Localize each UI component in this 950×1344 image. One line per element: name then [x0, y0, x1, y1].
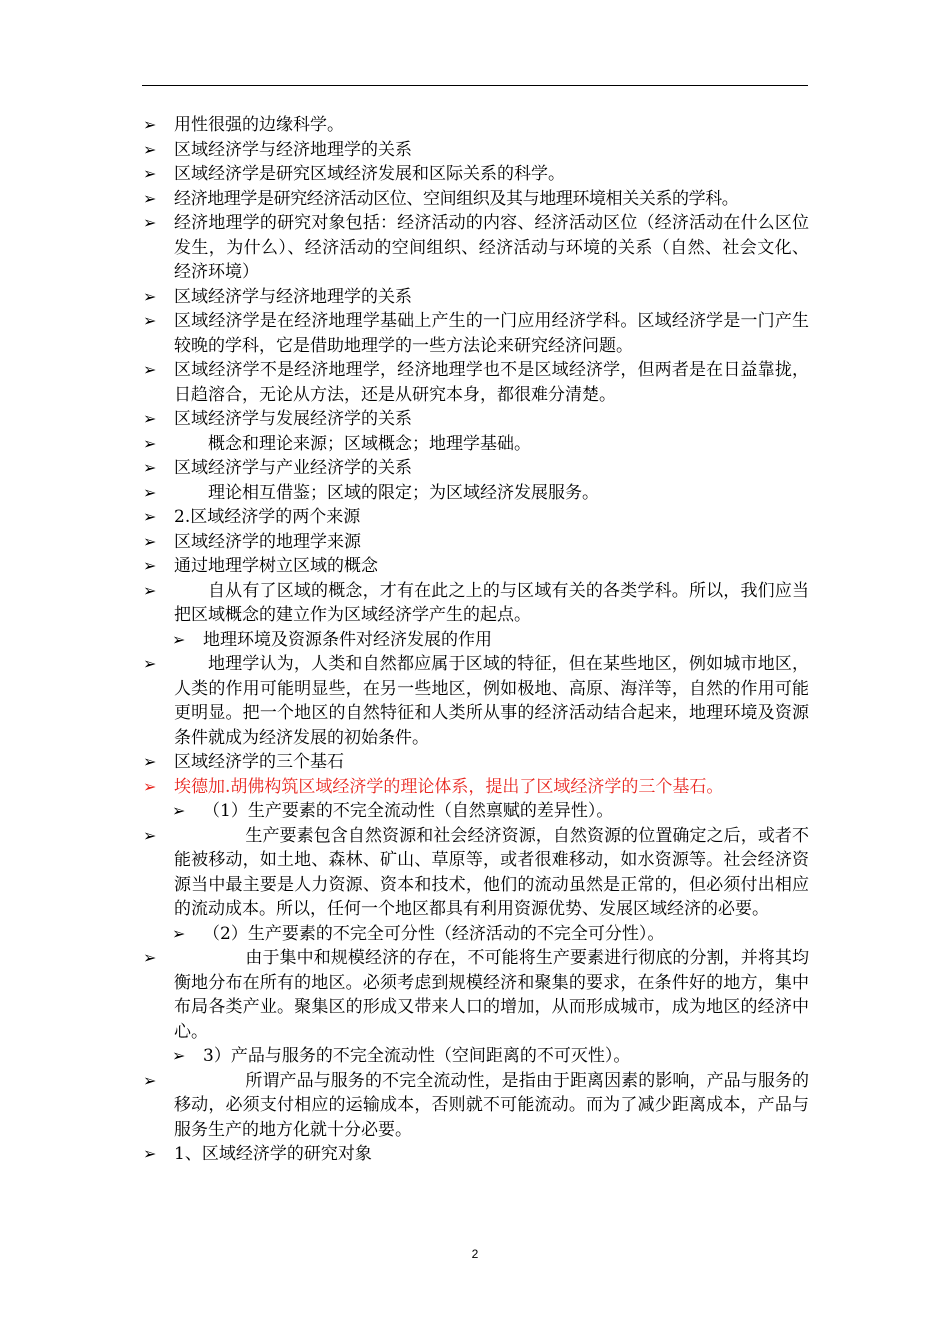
bullet-arrow-icon: ➢: [143, 556, 157, 575]
list-item: ➢ 区域经济学不是经济地理学，经济地理学也不是区域经济学，但两者是在日益靠拢，日趋溶合，无论从方法，还是从研究本身，都很难分清楚。: [143, 360, 809, 405]
bullet-arrow-icon: ➢: [143, 825, 157, 845]
bullet-arrow-icon: ➢: [143, 286, 157, 306]
bullet-arrow-icon: ➢: [143, 311, 157, 330]
bullet-arrow-icon: ➢: [172, 801, 186, 820]
list-item: ➢ 2.区域经济学的两个来源: [143, 505, 809, 530]
list-item: ➢ 概念和理论来源；区域概念；地理学基础。: [143, 432, 809, 457]
list-item: ➢ 区域经济学是在经济地理学基础上产生的一门应用经济学科。区域经济学是一门产生较晚的学科，它是借助地理学的一些方法论来研究经济问题。: [143, 311, 809, 356]
list-item: ➢ 所谓产品与服务的不完全流动性，是指由于距离因素的影响，产品与服务的移动，必须支付相应的运输成本，否则就不可能流动。而为了减少距离成本，产品与服务生产的地方化就十分必要。: [143, 1070, 809, 1140]
bullet-arrow-icon: ➢: [143, 188, 157, 208]
bullet-arrow-icon: ➢: [172, 1046, 186, 1065]
bullet-arrow-icon: ➢: [143, 580, 157, 600]
list-item: ➢ 地理学认为，人类和自然都应属于区域的特征，但在某些地区，例如城市地区，人类的作用可能明显些，在另一些地区，例如极地、高原、海洋等，自然的作用可能更明显。把一个地区的自然特征和人类所从事的经济活动结合起来，地理环境及资源条件就成为经济发展的初始条件。: [143, 654, 809, 748]
list-item: ➢ 地理环境及资源条件对经济发展的作用: [172, 628, 809, 653]
list-item: ➢ 1、区域经济学的研究对象: [143, 1142, 809, 1167]
bullet-arrow-icon: ➢: [143, 948, 157, 967]
header-rule: [142, 85, 808, 86]
bullet-arrow-icon: ➢: [143, 458, 157, 477]
bullet-arrow-icon: ➢: [143, 752, 157, 771]
bullet-arrow-icon: ➢: [143, 654, 157, 673]
list-item: ➢ 理论相互借鉴；区域的限定；为区域经济发展服务。: [143, 481, 809, 506]
list-item: ➢ 3）产品与服务的不完全流动性（空间距离的不可灭性）。: [172, 1044, 809, 1069]
bullet-arrow-icon: ➢: [143, 433, 157, 453]
list-item-highlight: ➢ 埃德加.胡佛构筑区域经济学的理论体系，提出了区域经济学的三个基石。: [143, 775, 809, 800]
list-item: ➢ 区域经济学与经济地理学的关系: [143, 285, 809, 310]
page-number: 2: [471, 1247, 479, 1261]
bullet-arrow-icon: ➢: [143, 115, 157, 134]
list-item: ➢ 经济地理学的研究对象包括：经济活动的内容、经济活动区位（经济活动在什么区位发生，为什么）、经济活动的空间组织、经济活动与环境的关系（自然、社会文化、经济环境）: [143, 213, 809, 282]
bullet-arrow-icon: ➢: [143, 482, 157, 502]
list-item: ➢ 通过地理学树立区域的概念: [143, 554, 809, 579]
list-item: ➢ 区域经济学与经济地理学的关系: [143, 138, 809, 163]
bullet-arrow-icon: ➢: [172, 629, 186, 649]
list-item: ➢ 区域经济学是研究区域经济发展和区际关系的科学。: [143, 162, 809, 187]
bullet-arrow-icon: ➢: [143, 213, 157, 232]
list-item: ➢ 区域经济学的三个基石: [143, 750, 809, 775]
list-item: ➢ 生产要素包含自然资源和社会经济资源，自然资源的位置确定之后，或者不能被移动，如土地、森林、矿山、草原等，或者很难移动，如水资源等。社会经济资源当中最主要是人力资源、资本和技术，他们的流动虽然是正常的，但必须付出相应的流动成本。所以，任何一个地区都具有利用资源优势、发展区域经济的必要。: [143, 825, 809, 919]
bullet-arrow-icon: ➢: [143, 507, 157, 526]
bullet-arrow-icon: ➢: [143, 531, 157, 551]
list-item: ➢ 经济地理学是研究经济活动区位、空间组织及其与地理环境相关关系的学科。: [143, 187, 809, 212]
bullet-arrow-icon: ➢: [143, 164, 157, 183]
bullet-arrow-icon: ➢: [172, 923, 186, 943]
bullet-arrow-icon: ➢: [143, 139, 157, 159]
bullet-arrow-icon: ➢: [143, 360, 157, 379]
list-item: ➢ 用性很强的边缘科学。: [143, 113, 809, 138]
list-item: ➢ （2）生产要素的不完全可分性（经济活动的不完全可分性）。: [172, 922, 809, 947]
bullet-arrow-icon: ➢: [143, 776, 157, 796]
bullet-arrow-icon: ➢: [143, 1070, 157, 1090]
list-item: ➢ （1）生产要素的不完全流动性（自然禀赋的差异性）。: [172, 799, 809, 824]
list-item: ➢ 区域经济学与发展经济学的关系: [143, 407, 809, 432]
list-item: ➢ 区域经济学与产业经济学的关系: [143, 456, 809, 481]
document-body: [143, 113, 809, 1167]
bullet-arrow-icon: ➢: [143, 1144, 157, 1163]
list-item: ➢ 由于集中和规模经济的存在，不可能将生产要素进行彻底的分割，并将其均衡地分布在所有的地区。必须考虑到规模经济和聚集的要求，在条件好的地方，集中布局各类产业。聚集区的形成又带来人口的增加，从而形成城市，成为地区的经济中心。: [143, 948, 809, 1042]
list-item: ➢ 区域经济学的地理学来源: [143, 530, 809, 555]
list-item: ➢ 自从有了区域的概念，才有在此之上的与区域有关的各类学科。所以，我们应当把区域概念的建立作为区域经济学产生的起点。: [143, 580, 809, 625]
bullet-arrow-icon: ➢: [143, 409, 157, 428]
